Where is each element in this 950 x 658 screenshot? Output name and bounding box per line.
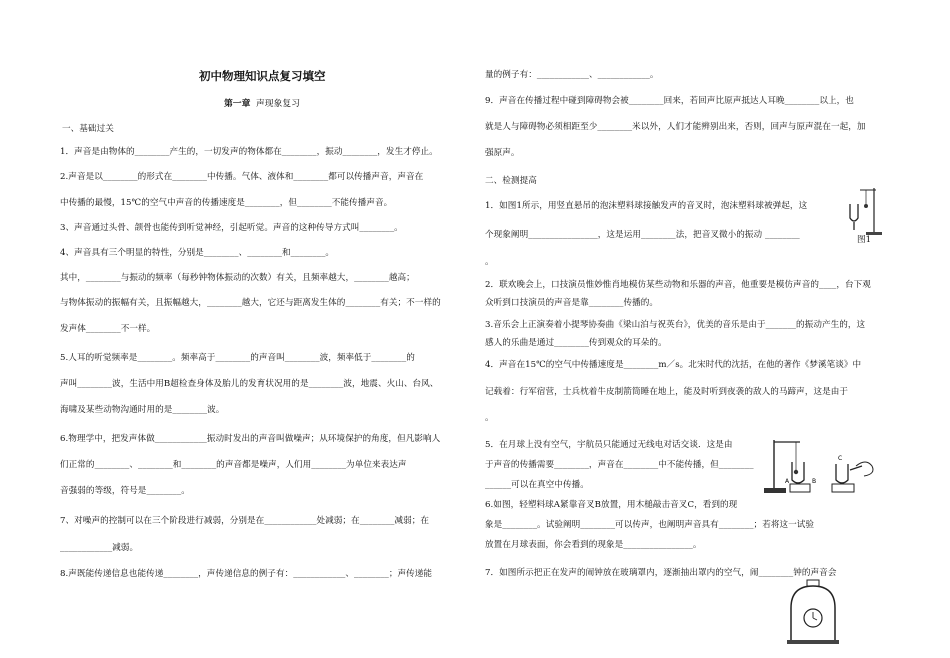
question-line: 其中，________与振动的频率（每秒钟物体振动的次数）有关，且频率越大，________越高； [60,273,415,283]
svg-text:B: B [812,478,817,485]
question-line: 1．如图1所示，用竖直悬吊的泡沫塑料球接触发声的音叉时，泡沫塑料球被弹起，这 [485,201,808,211]
question-line: 5.人耳的听觉频率是________。频率高于________的声音叫________波，频率低于________的 [60,353,415,363]
question-line: 4、声音具有三个明显的特性，分别是________、________和________。 [60,248,335,258]
question-line: ____________减弱。 [60,543,139,553]
question-line: 4．声音在15℃的空气中传播速度是________m／s。北宋时代的沈括，在他的著作《梦溪笔谈》中 [485,360,862,370]
question-line: 2.声音是以________的形式在________中传播。气体、液体和________都可以传播声音，声音在 [60,172,424,182]
question-line: 3.音乐会上正演奏着小提琴协奏曲《梁山泊与祝英台》，优美的音乐是由于_______的振动产生的，这 [485,320,866,330]
question-line: 象是________。试验阐明________可以传声，也阐明声音具有________；若将这一试验 [485,520,815,530]
question-line: 们正常的________、________和________的声音都是噪声，人们用________为单位来表达声 [60,460,407,470]
figure-tuning-forks-experiment [760,436,880,502]
svg-text:A: A [785,478,790,485]
question-line: 1．声音是由物体的________产生的，一切发声的物体都在________，振动________，发生才停止。 [60,147,438,157]
question-line: ______可以在真空中传播。 [485,480,589,490]
chapter-heading [224,96,300,109]
document-title: 初中物理知识点复习填空 [199,69,326,83]
svg-text:C: C [838,455,843,462]
question-line: 6.如图，轻塑料球A紧靠音叉B放置，用木槌敲击音叉C，看到的现 [485,500,738,510]
question-line: 与物体振动的振幅有关，且振幅越大，________越大，它还与距离发生体的________有关；不一样的 [60,298,441,308]
question-line: 发声体________不一样。 [60,324,156,334]
chapter-title: 声现象复习 [256,99,300,109]
question-line: 3、声音通过头骨、颌骨也能传到听觉神经，引起听觉。声音的这种传导方式叫________。 [60,223,403,233]
question-line: 7、对噪声的控制可以在三个阶段进行减弱，分别是在____________处减弱；在________减弱；在 [60,516,430,526]
question-line: 8.声既能传递信息也能传递________，声传递信息的例子有：____________、________；声传递能 [60,569,433,579]
question-line: 放置在月球表面，你会看到的现象是________________。 [485,540,702,550]
question-line: 海啸及某些动物沟通时用的是________波。 [60,405,225,415]
question-line: 2．联欢晚会上，口技演员惟妙惟肖地模仿某些动物和乐器的声音，他重要是模仿声音的____，台下观 [485,280,871,290]
question-line: 音强弱的等级，符号是________。 [60,486,190,496]
figure-1-caption: 图1 [857,235,872,245]
question-line: 记载着：行军宿营，士兵枕着牛皮制箭筒睡在地上，能及时听到夜袭的敌人的马蹄声，这是由于 [485,387,849,397]
section-heading-basic: 一、基础过关 [62,124,114,134]
question-line: 5．在月球上没有空气，宇航员只能通过无线电对话交谈．这是由 [485,440,733,450]
question-line: 就是人与障碍物必须相距至少________米以外，人们才能辨别出来，否则，回声与原声混在一起，加 [485,122,866,132]
question-line: 声叫________波，生活中用B超检查身体及胎儿的发育状况用的是________波，地震、火山、台风、 [60,379,439,389]
question-line: 6.物理学中，把发声体做____________振动时发出的声音叫做噪声；从环境保护的角度，但凡影响人 [60,434,441,444]
question-line: 中传播的最慢，15℃的空气中声音的传播速度是________，但________不能传播声音。 [60,198,393,208]
figure-bell-jar [785,578,841,648]
question-line: 7．如图所示把正在发声的闹钟放在玻璃罩内，逐渐抽出罩内的空气，闹________钟的声音会 [485,568,837,578]
question-line: 量的例子有：____________、____________。 [485,70,659,80]
question-line: 于声音的传播需要________，声音在________中不能传播，但________ [485,460,754,470]
question-line: 9．声音在传播过程中碰到障碍物会被________回来，若回声比原声抵达人耳晚________以上，也 [485,96,854,106]
question-line: 个现象阐明________________，这是运用________法，把音叉微小的振动 ________ [485,230,800,240]
chapter-number: 第一章 [224,99,251,109]
question-line: 强原声。 [485,148,520,158]
question-line: 。 [485,413,494,423]
question-line: 感人的乐曲是通过________传到观众的耳朵的。 [485,338,667,348]
section-heading-advanced: 二、检测提高 [485,176,537,186]
question-line: 众听到口技演员的声音是靠________传播的。 [485,298,659,308]
question-line: 。 [485,257,494,267]
